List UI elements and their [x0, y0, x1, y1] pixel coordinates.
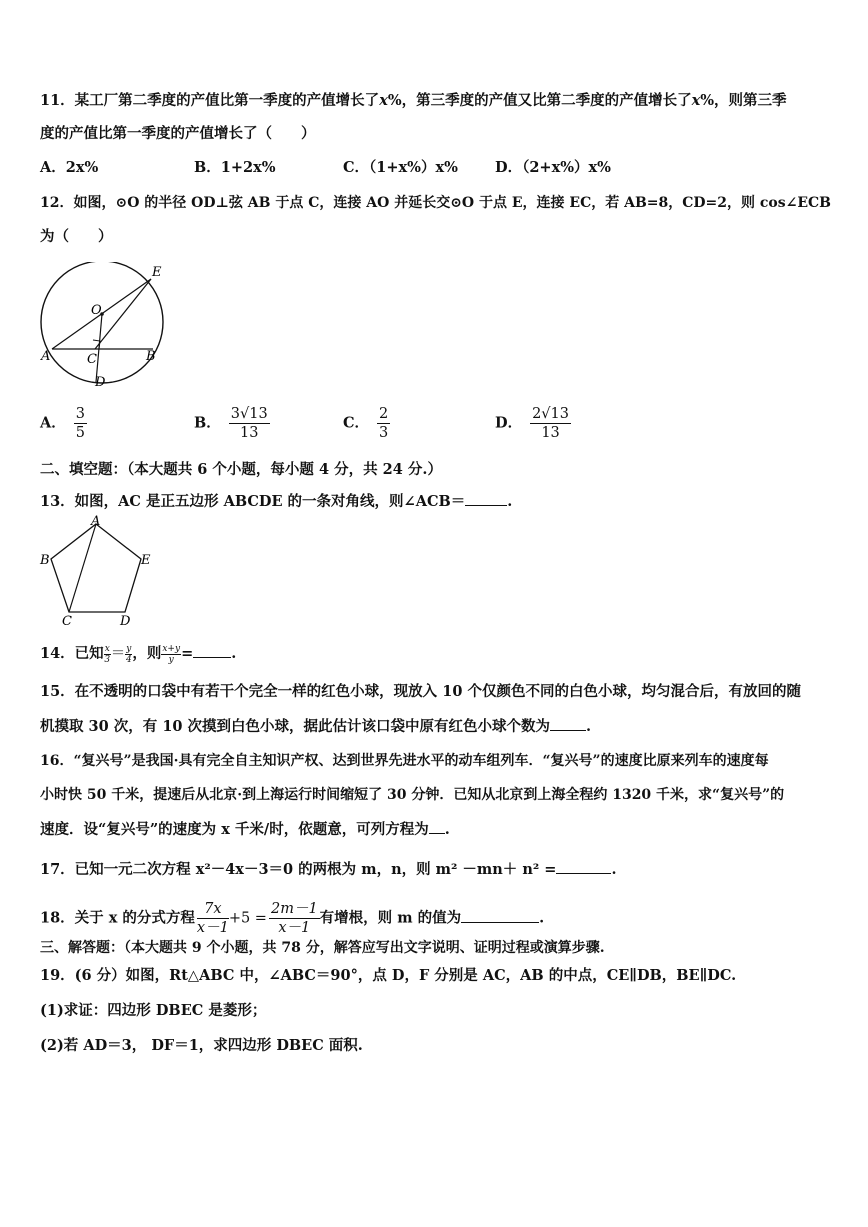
q14-mid: ，则	[132, 645, 162, 662]
q11-var-x2: x	[691, 92, 701, 109]
fraction-numerator: 7x	[197, 900, 229, 919]
q13-end: .	[507, 493, 513, 510]
q18-answer-blank	[461, 908, 539, 923]
fraction-denominator: 5	[75, 425, 85, 441]
q13-line	[40, 491, 512, 512]
q16-line3	[40, 819, 450, 840]
fraction-denominator: x－1	[196, 920, 229, 936]
q14-answer-blank	[193, 643, 231, 658]
circle-o	[41, 262, 163, 383]
q12-option-c-label: C．	[343, 414, 370, 432]
fraction-denominator: x－1	[278, 920, 311, 936]
fraction-numerator: y	[126, 643, 132, 654]
q13-text: 13．如图，AC 是正五边形 ABCDE 的一条对角线，则∠ACB＝	[40, 493, 466, 510]
q14-eq: ＝	[110, 646, 126, 662]
q14-fraction-3	[161, 644, 181, 665]
q18-suffix: 有增根，则 m 的值为	[319, 909, 462, 927]
fraction-denominator: 3	[104, 654, 111, 665]
label-o: O	[91, 303, 102, 318]
label-d: D	[95, 375, 106, 390]
fraction-denominator: 13	[240, 425, 259, 441]
section-3-heading: 三、解答题：（本大题共 9 个小题，共 78 分，解答应写出文字说明、证明过程或演算步骤.	[40, 940, 605, 956]
q16-line1: 16．“复兴号”是我国·具有完全自主知识产权、达到世界先进水平的动车组列车．“复兴号”的速度比原来列车的速度每	[40, 753, 769, 769]
q15-text: 机摸取 30 次，有 10 次摸到白色小球，据此估计该口袋中原有红色小球个数为	[40, 718, 551, 735]
q11-text-c: %，则第三季	[700, 92, 787, 109]
pentagon-figure	[36, 514, 156, 630]
fraction-numerator: 3√13	[230, 406, 268, 422]
q11-option-b: B．1+2x%	[194, 159, 276, 176]
q12-option-b-label: B．	[194, 414, 221, 432]
label-e: E	[141, 553, 151, 568]
fraction-numerator: 2√13	[532, 406, 569, 422]
q11-text-a: 11．某工厂第二季度的产值比第一季度的产值增长了	[40, 92, 380, 109]
q15-answer-blank	[550, 716, 586, 731]
label-b: B	[40, 553, 50, 568]
q17-end: .	[611, 861, 617, 878]
q17-text: 17．已知一元二次方程 x²－4x－3＝0 的两根为 m，n，则 m² －mn＋ n² =	[40, 861, 557, 878]
label-d: D	[120, 614, 131, 629]
q15-end: .	[586, 718, 592, 735]
q11-option-a: A．2x%	[40, 159, 99, 176]
q19-part1: (1)求证：四边形 DBEC 是菱形；	[40, 1002, 267, 1019]
q14-suffix: =	[181, 645, 194, 662]
q12-option-d-label: D．	[495, 414, 523, 432]
q18-prefix: 18．关于 x 的分式方程	[40, 909, 195, 927]
fraction-denominator: y	[168, 654, 174, 665]
q16-text: 速度．设“复兴号”的速度为 x 千米/时，依题意，可列方程为	[40, 821, 429, 838]
fraction-denominator: 13	[541, 425, 560, 441]
q14-line	[40, 643, 236, 665]
q19-part2: (2)若 AD＝3， DF＝1，求四边形 DBEC 面积.	[40, 1037, 363, 1054]
q18-line	[40, 900, 544, 937]
fraction-numerator: 3	[75, 406, 85, 422]
q12-option-a	[40, 405, 87, 442]
fraction-numerator: 2	[379, 406, 389, 422]
q18-fraction-1	[197, 900, 229, 937]
label-c: C	[62, 614, 72, 629]
circle-figure	[35, 262, 170, 392]
q12-option-a-label: A．	[40, 414, 66, 432]
q12-line2: 为（ ）	[40, 228, 113, 245]
q12-option-d	[495, 405, 571, 442]
q15-line2	[40, 716, 591, 737]
q11-line2: 度的产值比第一季度的产值增长了（ ）	[40, 125, 316, 142]
section-2-heading: 二、填空题：（本大题共 6 个小题，每小题 4 分，共 24 分.）	[40, 461, 442, 478]
label-a: A	[41, 349, 51, 364]
q18-mid: +5 =	[228, 910, 267, 927]
q12-option-a-fraction	[74, 405, 87, 442]
label-a: A	[91, 514, 101, 529]
q12-option-b-fraction	[229, 405, 270, 442]
fraction-denominator: 4	[125, 654, 132, 665]
q11-option-c: C．（1+x%）x%	[343, 159, 458, 176]
q11-text-b: %，第三季度的产值又比第二季度的产值增长了	[387, 92, 692, 109]
q14-prefix: 14．已知	[40, 645, 104, 662]
q12-option-c-fraction	[377, 405, 390, 442]
q12-line1: 12．如图，⊙O 的半径 OD⊥弦 AB 于点 C，连接 AO 并延长交⊙O 于点 E，连接 EC，若 AB=8，CD=2，则 cos∠ECB	[40, 195, 832, 211]
q12-option-d-fraction	[530, 405, 571, 442]
fraction-numerator: x	[104, 643, 110, 654]
q11-line1	[40, 91, 787, 111]
q19-line1: 19．(6 分）如图，Rt△ABC 中，∠ABC＝90°，点 D，F 分别是 AC，AB 的中点，CE∥DB，BE∥DC.	[40, 967, 737, 984]
q16-end: .	[444, 821, 450, 838]
label-c: C	[87, 352, 97, 367]
q16-line2: 小时快 50 千米，提速后从北京·到上海运行时间缩短了 30 分钟．已知从北京到上海全程约 1320 千米，求“复兴号”的	[40, 787, 785, 803]
q17-answer-blank	[556, 859, 611, 874]
q17-line	[40, 859, 617, 880]
q14-fraction-1	[104, 644, 111, 665]
q13-answer-blank	[465, 491, 507, 506]
fraction-numerator: 2m－1	[270, 901, 318, 917]
q11-option-d: D．（2+x%）x%	[495, 159, 611, 176]
q11-var-x1: x	[379, 92, 388, 109]
pentagon-abcde	[51, 524, 141, 612]
fraction-numerator: x+y	[162, 643, 181, 654]
fraction-denominator: 3	[379, 425, 389, 441]
q12-option-b	[194, 405, 270, 442]
label-b: B	[146, 349, 156, 364]
q18-fraction-2	[269, 900, 320, 937]
q12-option-c	[343, 405, 390, 442]
q14-end: .	[231, 645, 237, 662]
q16-answer-blank	[429, 819, 445, 834]
label-e: E	[152, 265, 162, 280]
q18-end: .	[539, 909, 545, 927]
q15-line1: 15．在不透明的口袋中有若干个完全一样的红色小球，现放入 10 个仅颜色不同的白色小球，均匀混合后，有放回的随	[40, 683, 801, 700]
diagonal-ac	[69, 524, 96, 612]
